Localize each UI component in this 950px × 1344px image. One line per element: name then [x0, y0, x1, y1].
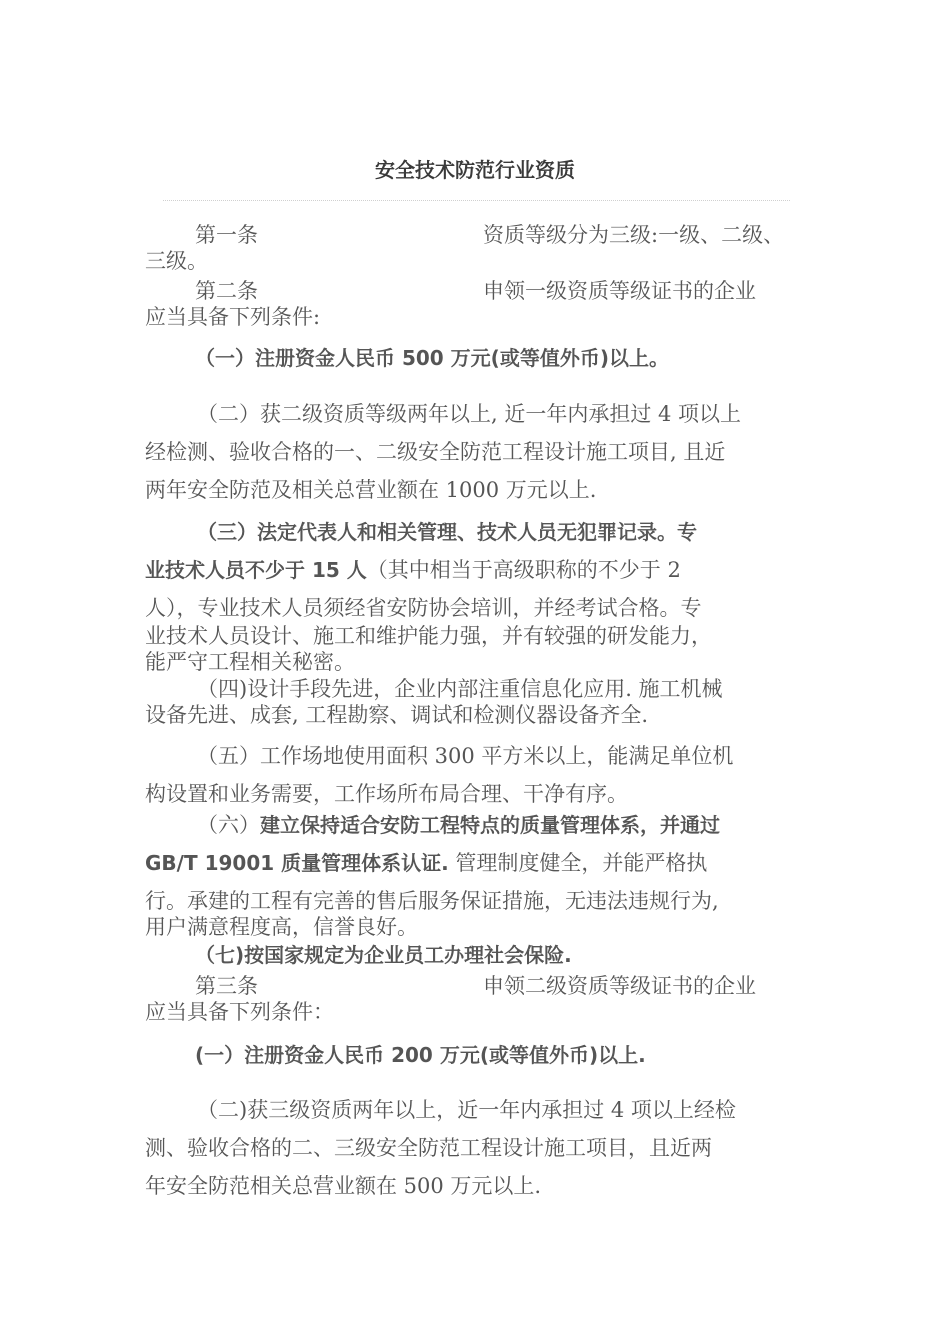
article-2-item-4-line2: 设备先进、成套, 工程勘察、调试和检测仪器设备齐全. — [145, 703, 649, 727]
article-2-text-line2: 应当具备下列条件: — [145, 305, 321, 329]
article-2-item-2-line2: 经检测、验收合格的一、二级安全防范工程设计施工项目, 且近 — [145, 440, 726, 464]
article-2-item-4-line1: （四)设计手段先进，企业内部注重信息化应用. 施工机械 — [197, 677, 723, 701]
title-divider — [163, 200, 790, 201]
article-2-item-7: （七)按国家规定为企业员工办理社会保险. — [195, 943, 572, 967]
article-1-text-line1: 资质等级分为三级:一级、二级、 — [483, 223, 785, 247]
article-2-item-1: （一）注册资金人民币 500 万元(或等值外币)以上。 — [195, 346, 669, 370]
article-2-item-6-line2-bold: GB/T 19001 质量管理体系认证. — [145, 851, 449, 875]
article-3-heading: 第三条 — [195, 974, 258, 998]
article-2-item-3-line2-bold: 业技术人员不少于 15 人 — [145, 558, 367, 582]
article-3-item-2-line2: 测、验收合格的二、三级安全防范工程设计施工项目，且近两 — [145, 1136, 712, 1160]
article-3-item-2-line3: 年安全防范相关总营业额在 500 万元以上. — [145, 1174, 542, 1198]
article-1-text-line2: 三级。 — [145, 249, 208, 273]
article-2-item-3-line4: 业技术人员设计、施工和维护能力强，并有较强的研发能力， — [145, 624, 712, 648]
article-2-item-3-line2-normal: （其中相当于高级职称的不少于 2 — [366, 558, 681, 582]
article-2-item-2-line3: 两年安全防范及相关总营业额在 1000 万元以上. — [145, 478, 597, 502]
article-3-text-line1: 申领二级资质等级证书的企业 — [483, 974, 756, 998]
article-1-heading: 第一条 — [195, 223, 258, 247]
article-3-item-1: (一）注册资金人民币 200 万元(或等值外币)以上. — [195, 1043, 646, 1067]
article-2-item-6-prefix: （六） — [197, 813, 260, 837]
article-2-text-line1: 申领一级资质等级证书的企业 — [483, 279, 756, 303]
article-3-item-2-line1: （二)获三级资质两年以上，近一年内承担过 4 项以上经检 — [197, 1098, 736, 1122]
article-2-item-5-line1: （五）工作场地使用面积 300 平方米以上，能满足单位机 — [197, 744, 734, 768]
article-2-item-3-line1: （三）法定代表人和相关管理、技术人员无犯罪记录。专 — [197, 520, 697, 544]
article-2-heading: 第二条 — [195, 279, 258, 303]
article-2-item-3-line5: 能严守工程相关秘密。 — [145, 650, 355, 674]
page-title: 安全技术防范行业资质 — [375, 158, 575, 182]
article-2-item-2-line1: （二）获二级资质等级两年以上, 近一年内承担过 4 项以上 — [197, 402, 742, 426]
article-2-item-6-line1-bold: 建立保持适合安防工程特点的质量管理体系，并通过 — [260, 813, 720, 837]
article-2-item-6-line2-normal: 管理制度健全，并能严格执 — [448, 851, 708, 875]
article-2-item-3-line3: 人），专业技术人员须经省安防协会培训，并经考试合格。专 — [145, 596, 702, 620]
article-2-item-5-line2: 构设置和业务需要，工作场所布局合理、干净有序。 — [145, 782, 628, 806]
article-2-item-6-line4: 用户满意程度高，信誉良好。 — [145, 915, 418, 939]
article-2-item-6-line3: 行。承建的工程有完善的售后服务保证措施，无违法违规行为, — [145, 889, 719, 913]
article-3-text-line2: 应当具备下列条件： — [145, 1000, 334, 1024]
